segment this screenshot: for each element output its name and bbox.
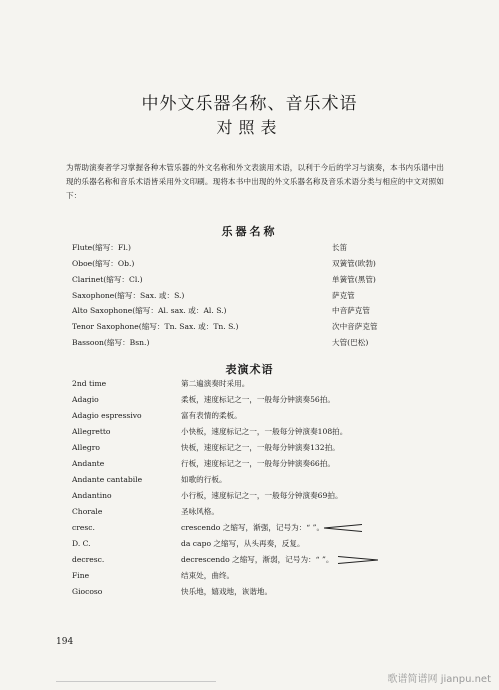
instrument-en: Alto Saxophone(缩写：Al. sax. 或：Al. S.) (72, 306, 227, 315)
term-cn: 柔板，速度标记之一，一般每分钟演奏56拍。 (181, 395, 335, 404)
term-cn: 快乐地，嬉戏地，诙谐地。 (181, 587, 273, 596)
term-cn: 小快板，速度标记之一，一般每分钟演奏108拍。 (181, 427, 348, 436)
intro-paragraph: 为帮助演奏者学习掌握各种木管乐器的外文名称和外文表演用术语，以利于今后的学习与演奏，本书内乐谱中出现的乐器名称和音乐术语皆采用外文印刷。现将本书中出现的外文乐器名称及音乐术语分类与相应的中文对照如下： (66, 163, 444, 200)
instrument-en: Oboe(缩写：Ob.) (72, 259, 135, 268)
instrument-en: Saxophone(缩写：Sax. 或：S.) (72, 291, 185, 300)
term-cn: decrescendo 之缩写，渐弱，记号为：“ ”。 (181, 555, 334, 564)
term-en: Andante cantabile (72, 475, 143, 484)
page-title: 中外文乐器名称、音乐术语 (141, 94, 358, 114)
term-cn: 第二遍演奏时采用。 (181, 379, 250, 388)
instrument-en: Tenor Saxophone(缩写：Tn. Sax. 或：Tn. S.) (72, 322, 239, 331)
instrument-cn: 中音萨克管 (332, 306, 370, 315)
term-en: cresc. (72, 523, 95, 532)
crescendo-hairpin-icon (322, 523, 362, 533)
term-en: 2nd time (72, 379, 107, 388)
term-en: Chorale (72, 507, 103, 516)
term-en: Allegro (72, 443, 100, 452)
instrument-en: Clarinet(缩写：Cl.) (72, 275, 143, 284)
term-cn: crescendo 之缩写，渐强，记号为：“ ”。 (181, 523, 325, 532)
page-subtitle: 对照表 (216, 118, 283, 137)
instrument-en: Bassoon(缩写：Bsn.) (72, 338, 150, 347)
instrument-cn: 大管(巴松) (332, 338, 369, 347)
term-cn: 圣咏风格。 (181, 507, 219, 516)
term-cn: 快板，速度标记之一，一般每分钟演奏132拍。 (181, 443, 340, 452)
page-number: 194 (56, 637, 74, 647)
term-cn: 行板，速度标记之一，一般每分钟演奏66拍。 (181, 459, 335, 468)
instrument-cn: 次中音萨克管 (332, 322, 378, 331)
decrescendo-hairpin-icon (336, 555, 378, 565)
term-en: Giocoso (72, 587, 103, 596)
footer-rule (56, 681, 216, 682)
term-en: decresc. (72, 555, 105, 564)
instrument-cn: 萨克管 (332, 291, 355, 300)
term-cn: 小行板，速度标记之一，一般每分钟演奏69拍。 (181, 491, 343, 500)
term-en: Adagio (72, 395, 99, 404)
term-cn: 如歌的行板。 (181, 475, 227, 484)
instrument-cn: 单簧管(黑管) (332, 275, 376, 284)
instrument-cn: 长笛 (332, 243, 348, 252)
term-cn: 富有表情的柔板。 (181, 411, 242, 420)
term-en: Fine (72, 571, 90, 580)
term-en: D. C. (72, 539, 91, 548)
section-heading-terms: 表演术语 (225, 363, 274, 376)
term-en: Adagio espressivo (72, 411, 142, 420)
watermark: 歌谱简谱网 jianpu.net (387, 674, 491, 685)
section-heading-instruments: 乐器名称 (221, 225, 278, 238)
term-en: Allegretto (72, 427, 111, 436)
term-en: Andantino (72, 491, 112, 500)
term-en: Andante (72, 459, 105, 468)
instrument-en: Flute(缩写：Fl.) (72, 243, 131, 252)
term-cn: 结束处，曲终。 (181, 571, 235, 580)
term-cn: da capo 之缩写，从头再奏，反复。 (181, 539, 305, 548)
instrument-cn: 双簧管(欧勃) (332, 259, 376, 268)
